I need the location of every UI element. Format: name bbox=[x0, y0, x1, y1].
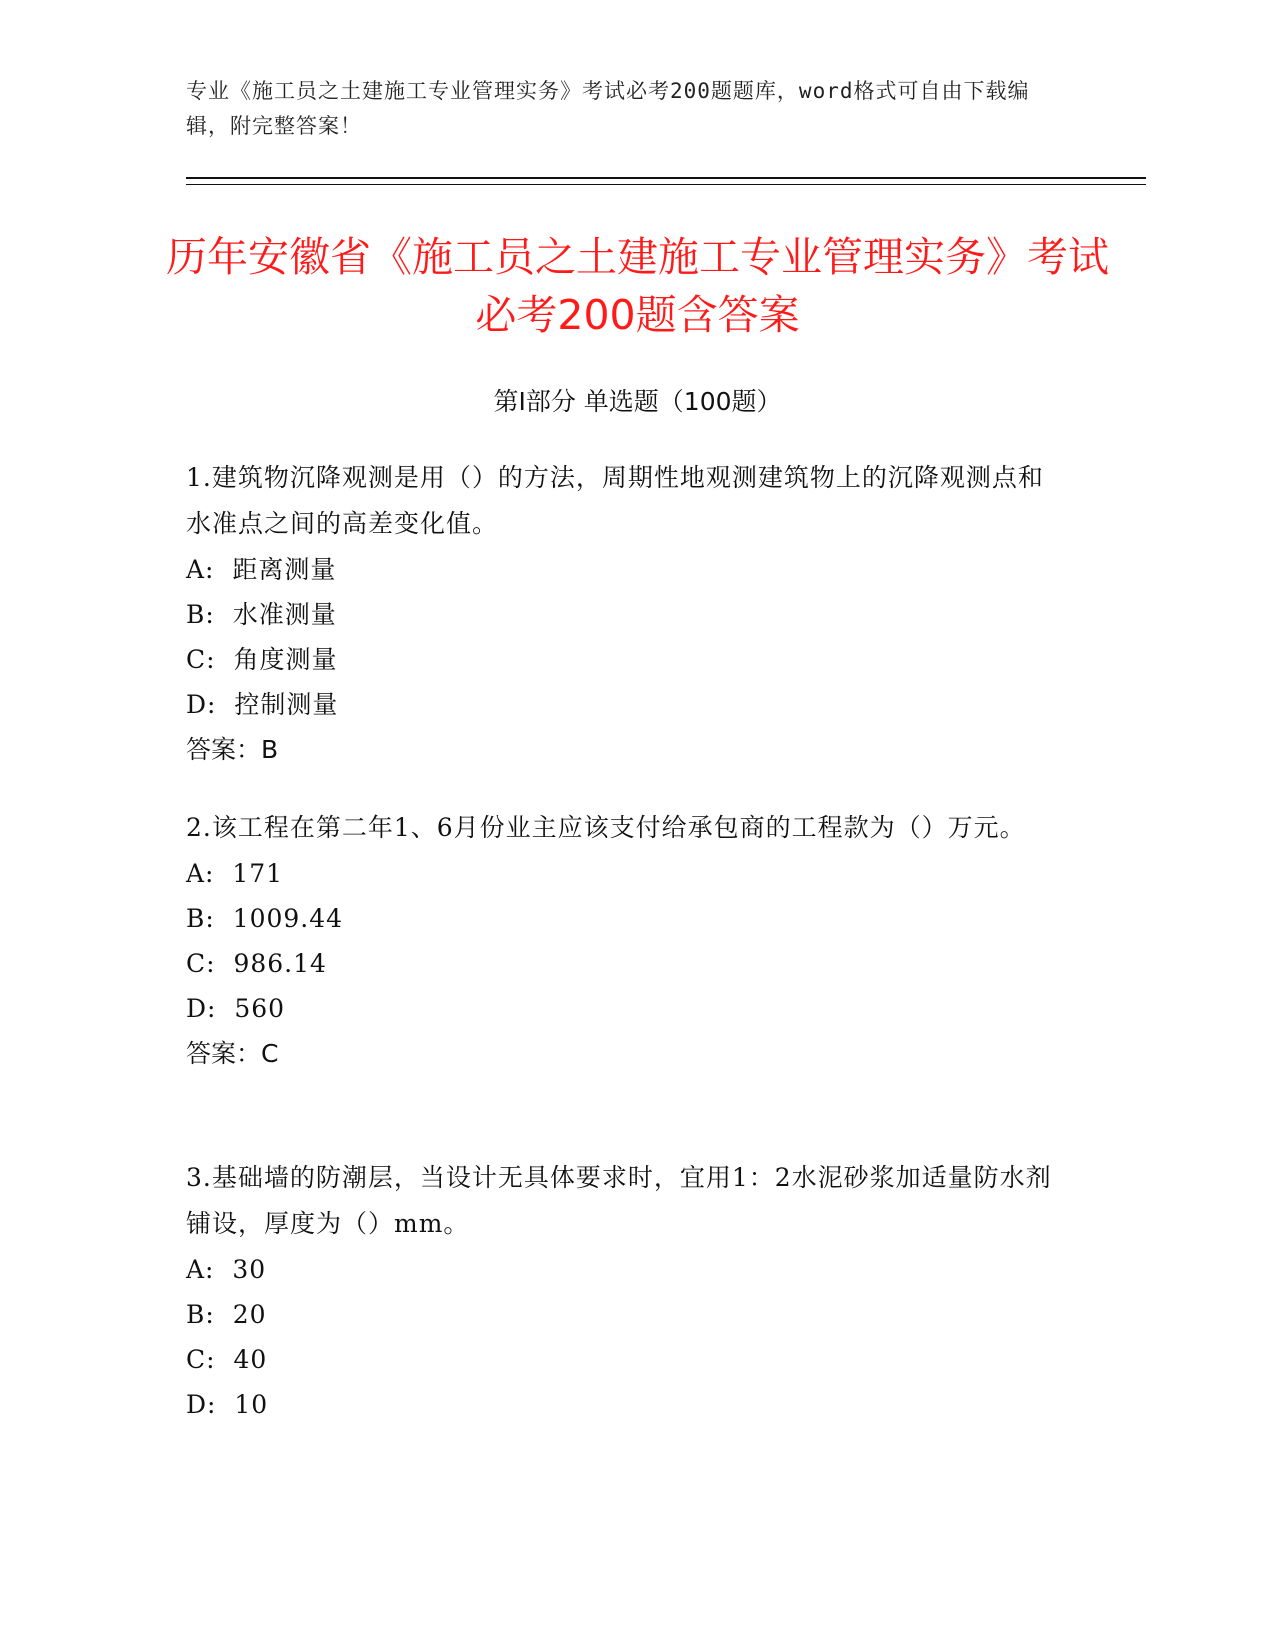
option-c: C: 986.14 bbox=[186, 949, 327, 978]
option-b: B: 1009.44 bbox=[186, 904, 344, 933]
question-3 bbox=[186, 1155, 1066, 1427]
option-b: B: 水准测量 bbox=[186, 600, 337, 629]
question-stem: 1.建筑物沉降观测是用（）的方法，周期性地观测建筑物上的沉降观测点和水准点之间的高差变化值。 bbox=[186, 463, 1044, 538]
header-divider-thick bbox=[186, 177, 1146, 179]
option-b: B: 20 bbox=[186, 1300, 267, 1329]
option-a: A: 30 bbox=[186, 1255, 267, 1284]
document-title: 历年安徽省《施工员之土建施工专业管理实务》考试必考200题含答案 bbox=[166, 233, 1109, 339]
option-d: D: 10 bbox=[186, 1390, 269, 1419]
question-stem: 3.基础墙的防潮层，当设计无具体要求时，宜用1：2水泥砂浆加适量防水剂铺设，厚度为（）mm。 bbox=[186, 1163, 1052, 1238]
option-d: D: 560 bbox=[186, 994, 286, 1023]
option-c: C: 40 bbox=[186, 1345, 268, 1374]
question-stem: 2.该工程在第二年1、6月份业主应该支付给承包商的工程款为（）万元。 bbox=[186, 813, 1026, 842]
option-a: A: 距离测量 bbox=[186, 555, 337, 584]
header-note: 专业《施工员之土建施工专业管理实务》考试必考200题题库，word格式可自由下载编辑，附完整答案！ bbox=[186, 79, 1030, 138]
answer-label: 答案：B bbox=[186, 735, 279, 764]
header-divider-thin bbox=[186, 184, 1146, 185]
section-title: 第Ⅰ部分 单选题（100题） bbox=[493, 387, 782, 416]
question-1 bbox=[186, 455, 1066, 772]
option-a: A: 171 bbox=[186, 859, 284, 888]
answer-label: 答案：C bbox=[186, 1039, 279, 1068]
option-c: C: 角度测量 bbox=[186, 645, 338, 674]
question-2 bbox=[186, 805, 1066, 1076]
option-d: D: 控制测量 bbox=[186, 690, 339, 719]
